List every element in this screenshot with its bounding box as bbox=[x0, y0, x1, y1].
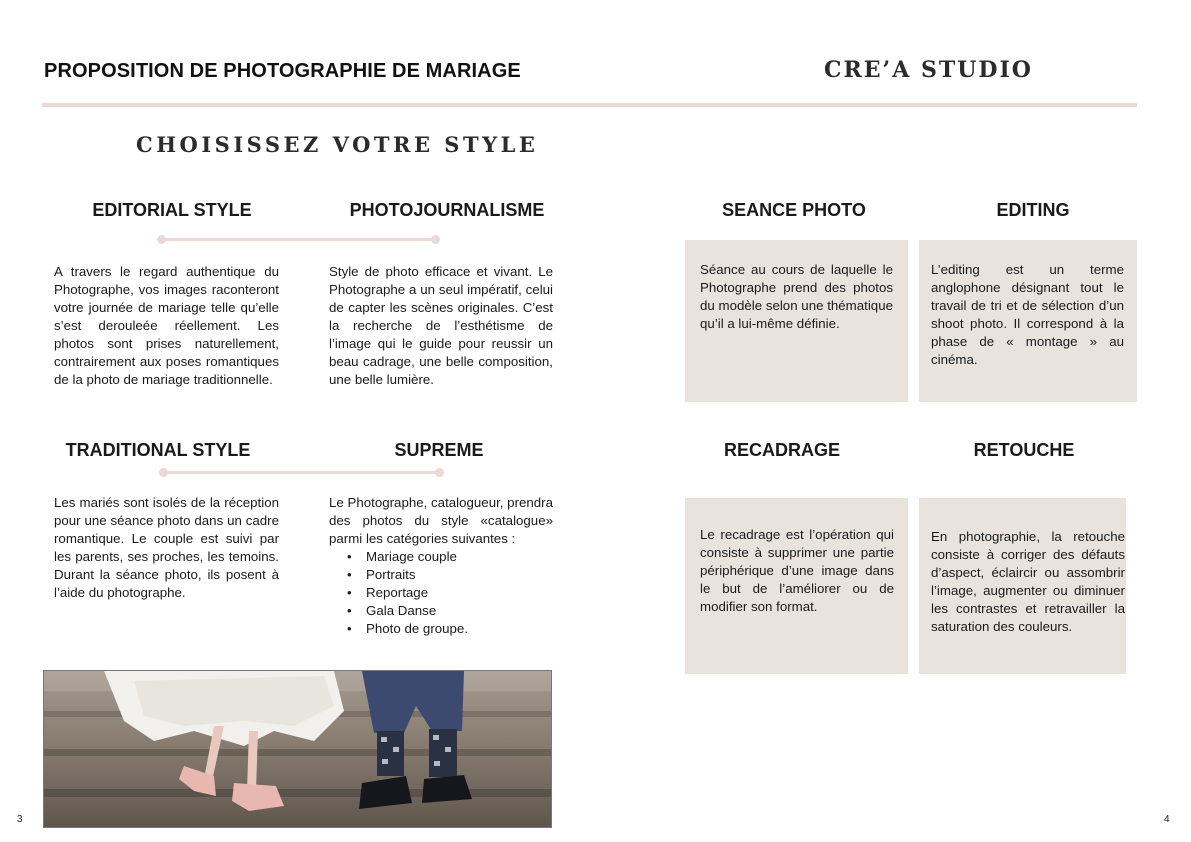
section-subtitle: CHOISISSEZ VOTRE STYLE bbox=[136, 132, 539, 157]
recadrage-description: Le recadrage est l’opération qui consiste à supprimer une partie périphérique d’une image dans le but de l’améliorer ou de modifier son format. bbox=[700, 527, 894, 614]
supreme-description: Le Photographe, catalogueur, prendra des photos du style «catalogue» parmi les catégories suivantes : bbox=[329, 495, 554, 546]
card-editing bbox=[919, 240, 1137, 402]
supreme-block bbox=[329, 494, 553, 638]
editorial-description: A travers le regard authentique du Photographe, vos images raconteront votre journée de mariage telle qu’elle s’est derouleée réellement. Les photos sont prises naturellement, contrairement aux poses romantiques de la photo de mariage traditionnelle. bbox=[54, 264, 279, 387]
seance-description: Séance au cours de laquelle le Photographe prend des photos du modèle selon une thématique qu’il a lui-même définie. bbox=[700, 262, 893, 331]
list-item: • Portraits bbox=[329, 566, 553, 584]
connector-dot bbox=[431, 235, 440, 244]
editing-description: L’editing est un terme anglophone désignant tout le travail de tri et de sélection d’un shoot photo. Il correspond à la phase de « montage » au cinéma. bbox=[931, 262, 1124, 367]
wedding-shoes-photo bbox=[43, 670, 552, 828]
heading-retouche: RETOUCHE bbox=[973, 440, 1075, 460]
heading-supreme: SUPREME bbox=[394, 440, 484, 460]
list-item: • Photo de groupe. bbox=[329, 620, 553, 638]
supreme-category-list bbox=[329, 548, 553, 638]
document-title: PROPOSITION DE PHOTOGRAPHIE DE MARIAGE bbox=[44, 60, 521, 82]
connector-dot bbox=[159, 468, 168, 477]
traditional-description: Les mariés sont isolés de la réception pour une séance photo dans un cadre romantique. Le couple est suivi par les parents, ses proches, les temoins. Durant la séance photo, ils posent à l’aide du photographe. bbox=[54, 495, 279, 600]
list-item: • Reportage bbox=[329, 584, 553, 602]
wedding-photo-illustration bbox=[44, 671, 552, 828]
connector-dot bbox=[435, 468, 444, 477]
connector-line-top bbox=[161, 238, 436, 241]
card-seance-photo bbox=[685, 240, 908, 402]
connector-dot bbox=[157, 235, 166, 244]
heading-recadrage: RECADRAGE bbox=[723, 440, 840, 460]
studio-brand: CRE’A STUDIO bbox=[824, 57, 1033, 83]
retouche-description: En photographie, la retouche consiste à corriger des défauts d’aspect, éclaircir ou assombrir l’image, augmenter ou diminuer les contrastes et retravailler la saturation des couleurs. bbox=[931, 529, 1125, 634]
page-number-right: 4 bbox=[1164, 814, 1170, 825]
heading-seance-photo: SEANCE PHOTO bbox=[722, 200, 866, 220]
header-divider bbox=[42, 103, 1137, 107]
list-item: • Gala Danse bbox=[329, 602, 553, 620]
card-recadrage bbox=[685, 498, 908, 674]
list-item: • Mariage couple bbox=[329, 548, 553, 566]
heading-traditional-style: TRADITIONAL STYLE bbox=[65, 440, 251, 460]
connector-line-bottom bbox=[163, 471, 440, 474]
photojournalisme-description: Style de photo efficace et vivant. Le Photographe a un seul impératif, celui de capter les scènes originales. C’est la recherche de l’esthétisme de l’image qui le guide pour reussir un beau cadrage, une belle composition, une belle lumière. bbox=[329, 264, 553, 387]
heading-editorial-style: EDITORIAL STYLE bbox=[92, 200, 252, 220]
page-number-left: 3 bbox=[17, 814, 23, 825]
card-retouche bbox=[919, 498, 1126, 674]
heading-editing: EDITING bbox=[996, 200, 1070, 220]
heading-photojournalisme: PHOTOJOURNALISME bbox=[349, 200, 545, 220]
